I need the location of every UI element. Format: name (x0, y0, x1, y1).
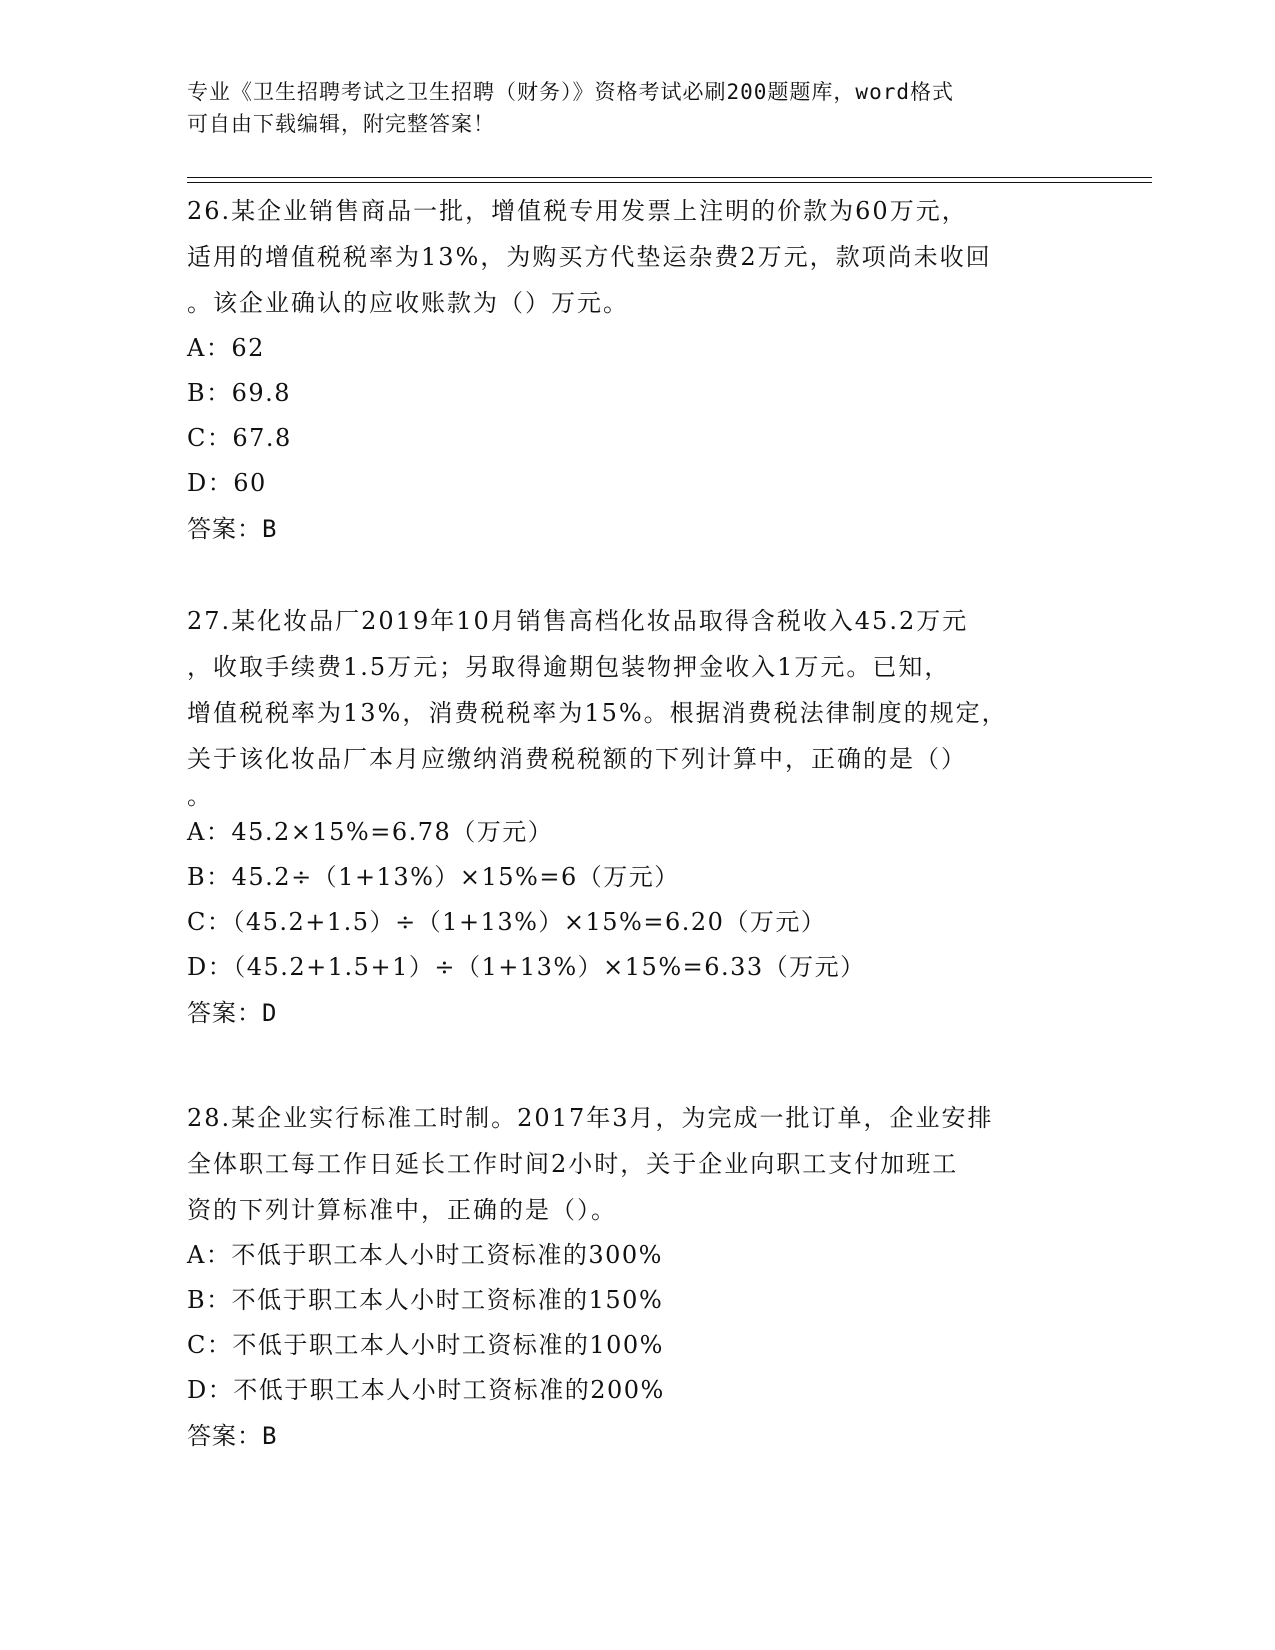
answer-option: C：（45.2+1.5）÷（1+13%）×15%=6.20（万元） (187, 908, 827, 936)
header-line: 可自由下载编辑，附完整答案！ (187, 112, 495, 136)
question-block (187, 598, 1087, 1036)
answer-option: C：不低于职工本人小时工资标准的100% (187, 1331, 664, 1359)
question-block (187, 188, 1087, 552)
answer-option: C：67.8 (187, 424, 292, 452)
answer-option: D：60 (187, 469, 267, 497)
answer-option: A：不低于职工本人小时工资标准的300% (187, 1241, 663, 1269)
document-header (187, 76, 1087, 140)
question-stem-line: 适用的增值税税率为13%，为购买方代垫运杂费2万元，款项尚未收回 (187, 243, 992, 271)
answer-option: B：不低于职工本人小时工资标准的150% (187, 1286, 664, 1314)
question-stem-line: 27.某化妆品厂2019年10月销售高档化妆品取得含税收入45.2万元 (187, 607, 969, 635)
question-stem-line: 。该企业确认的应收账款为（）万元。 (187, 289, 629, 317)
question-stem-line: 资的下列计算标准中，正确的是（）。 (187, 1196, 617, 1224)
header-divider (187, 177, 1152, 178)
question-stem-line: 26.某企业销售商品一批，增值税专用发票上注明的价款为60万元， (187, 197, 968, 225)
correct-answer: 答案：B (187, 515, 278, 543)
answer-option: A：62 (187, 334, 265, 362)
question-stem-line: 增值税税率为13%，消费税税率为15%。根据消费税法律制度的规定， (187, 699, 1008, 727)
question-stem-line: 28.某企业实行标准工时制。2017年3月，为完成一批订单，企业安排 (187, 1104, 994, 1132)
header-divider (187, 182, 1152, 183)
question-stem-line: 。 (187, 782, 213, 810)
answer-option: B：45.2÷（1+13%）×15%=6（万元） (187, 863, 680, 891)
question-stem-line: ，收取手续费1.5万元；另取得逾期包装物押金收入1万元。已知， (187, 653, 951, 681)
answer-option: B：69.8 (187, 379, 292, 407)
header-line: 专业《卫生招聘考试之卫生招聘（财务）》资格考试必刷200题题库，word格式 (187, 80, 954, 104)
answer-option: D：不低于职工本人小时工资标准的200% (187, 1376, 665, 1404)
correct-answer: 答案：D (187, 999, 278, 1027)
answer-option: D：（45.2+1.5+1）÷（1+13%）×15%=6.33（万元） (187, 953, 866, 981)
question-block (187, 1095, 1087, 1459)
question-stem-line: 关于该化妆品厂本月应缴纳消费税税额的下列计算中，正确的是（） (187, 745, 967, 773)
answer-option: A：45.2×15%=6.78（万元） (187, 818, 554, 846)
question-stem-line: 全体职工每工作日延长工作时间2小时，关于企业向职工支付加班工 (187, 1150, 959, 1178)
correct-answer: 答案：B (187, 1422, 278, 1450)
